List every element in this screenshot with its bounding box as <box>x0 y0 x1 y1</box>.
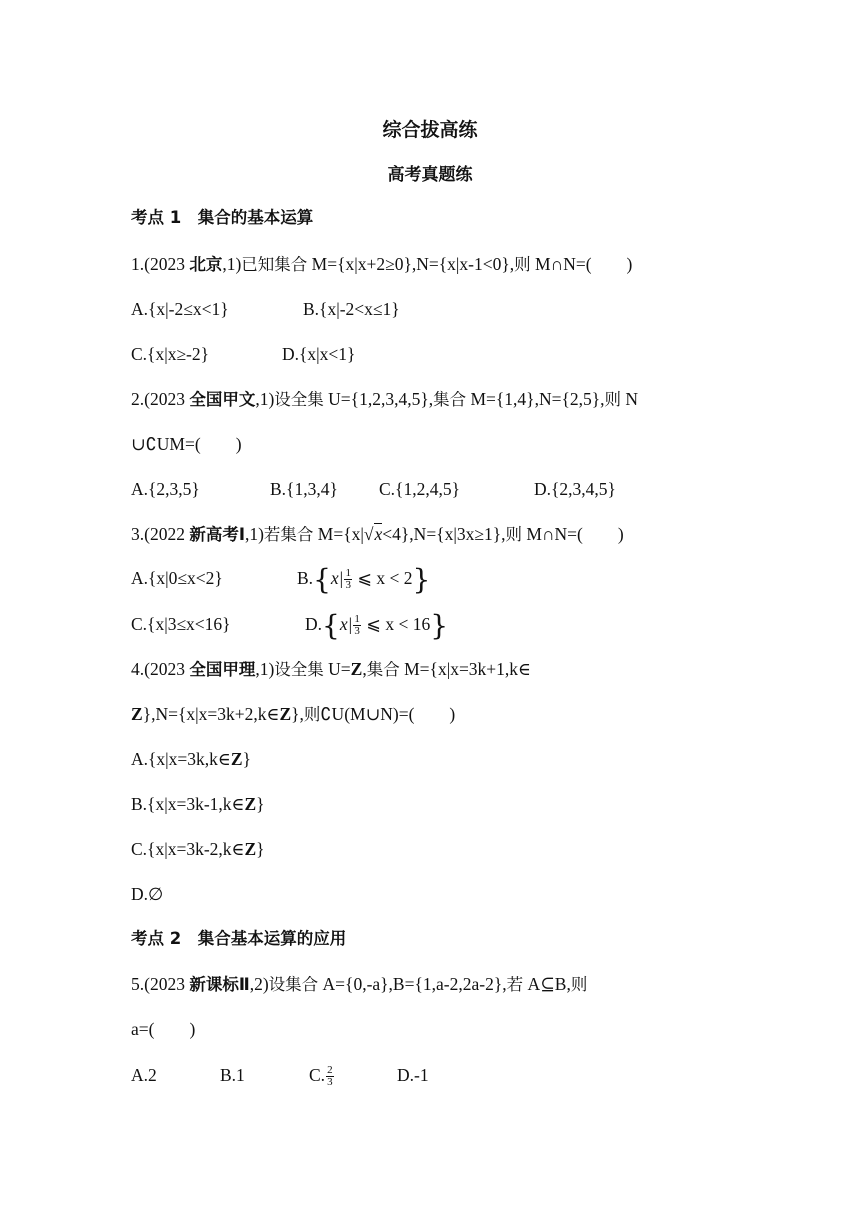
q2-body2: M={1,4},N={2,5}, <box>466 389 605 409</box>
q5-tail: ,2) <box>249 974 269 994</box>
page-title: 综合拔高练 <box>382 119 478 141</box>
q5-number: 5.(2023 <box>131 974 190 994</box>
q3-text-cn: 若集合 <box>263 525 314 544</box>
question-1 <box>131 252 632 277</box>
q2-option-c: C.{1,2,4,5} <box>379 479 460 499</box>
q2-option-b: B.{1,3,4} <box>270 479 338 499</box>
q1-end: M∩N=( ) <box>530 254 633 274</box>
question-5 <box>131 972 587 997</box>
fraction-numerator: 1 <box>354 613 360 626</box>
fraction <box>353 614 361 637</box>
q3-option-a: A.{x|0≤x<2} <box>131 568 223 588</box>
right-brace: } <box>412 562 431 596</box>
q4-end: M={x|x=3k+1,k∈ <box>399 659 532 679</box>
q4-text-cn: 设全集 <box>274 660 324 679</box>
question-3 <box>131 522 624 547</box>
q5-text-cn: 设集合 <box>268 975 319 994</box>
sqrt-sign: √ <box>363 524 374 544</box>
q1-option-a: A.{x|-2≤x<1} <box>131 299 229 319</box>
q3-body-b: <4},N={x|3x≥1}, <box>382 524 506 544</box>
q5-text-cn3: 则 <box>570 975 588 994</box>
fraction-numerator: 1 <box>345 567 351 580</box>
q4-option-a-text: A.{x|x=3k,k∈ <box>131 749 231 769</box>
fraction <box>326 1065 334 1088</box>
q3-option-b-x: x| <box>330 568 344 588</box>
q5-body: A={0,-a},B={1,a-2,2a-2}, <box>318 974 507 994</box>
q4-option-b-end: } <box>256 794 265 814</box>
q4-option-b <box>131 792 265 816</box>
q5-end: A⊆B, <box>523 974 571 994</box>
q3-option-b-prefix: B. <box>297 568 314 588</box>
q4-line2: },N={x|x=3k+2,k∈ <box>142 704 280 724</box>
q4-option-c <box>131 837 265 861</box>
q1-option-d: D.{x|x<1} <box>282 344 356 364</box>
q3-tail: ,1) <box>244 524 264 544</box>
q1-source: 北京 <box>189 255 223 274</box>
q3-text-cn2: 则 <box>505 525 522 544</box>
q3-option-b <box>297 562 431 596</box>
question-4 <box>131 657 531 682</box>
fraction <box>344 568 352 591</box>
q5-option-c-prefix: C. <box>309 1065 326 1085</box>
q2-text-cn2: 集合 <box>433 390 467 409</box>
q2-tail: ,1) <box>255 389 275 409</box>
q4-option-b-z: Z <box>244 794 257 814</box>
q1-option-c: C.{x|x≥-2} <box>131 344 210 364</box>
q3-option-d-rest: ⩽ x < 16 <box>361 614 431 634</box>
q4-option-c-end: } <box>256 839 265 859</box>
question-2 <box>131 387 638 412</box>
q4-body: U= <box>323 659 351 679</box>
q2-end: N <box>621 389 639 409</box>
q4-line2-z: Z <box>131 704 143 724</box>
q1-tail: ,1) <box>222 254 242 274</box>
q1-body: M={x|x+2≥0},N={x|x-1<0}, <box>307 254 515 274</box>
fraction-numerator: 2 <box>327 1064 333 1077</box>
q5-text-cn2: 若 <box>506 975 524 994</box>
fraction-denominator: 3 <box>345 579 351 592</box>
q4-line2-z2: Z <box>279 704 292 724</box>
q5-option-c <box>309 1063 335 1088</box>
q3-option-d-prefix: D. <box>305 614 323 634</box>
q2-text-cn3: 则 <box>604 390 622 409</box>
q4-text-cn2: 集合 <box>366 660 400 679</box>
fraction-denominator: 3 <box>327 1076 333 1089</box>
q4-tail: ,1) <box>255 659 275 679</box>
question-4-line2 <box>131 702 455 727</box>
q4-line2-cn: 则 <box>303 705 321 724</box>
q3-option-d-x: x| <box>339 614 353 634</box>
q4-option-a-end: } <box>242 749 251 769</box>
q4-option-b-text: B.{x|x=3k-1,k∈ <box>131 794 245 814</box>
left-brace: { <box>313 562 331 596</box>
section-heading-1: 考点 1 集合的基本运算 <box>131 208 314 227</box>
question-5-line2: a=( ) <box>131 1019 196 1039</box>
q4-option-d: D.∅ <box>131 884 164 904</box>
q4-z: Z <box>350 659 363 679</box>
q2-number: 2.(2023 <box>131 389 190 409</box>
right-brace: } <box>430 608 449 642</box>
question-2-line2: ∪∁UM=( ) <box>131 434 242 454</box>
q3-option-d <box>305 608 449 642</box>
fraction-denominator: 3 <box>354 625 360 638</box>
q2-source: 全国甲文 <box>189 390 256 409</box>
q4-line2-end: ∁U(M∪N)=( ) <box>320 704 456 724</box>
q4-option-a-z: Z <box>230 749 243 769</box>
q5-option-d: D.-1 <box>397 1065 429 1085</box>
section-heading-2: 考点 2 集合基本运算的应用 <box>131 929 347 948</box>
q1-option-b: B.{x|-2<x≤1} <box>303 299 400 319</box>
q2-option-a: A.{2,3,5} <box>131 479 200 499</box>
q2-body: U={1,2,3,4,5}, <box>323 389 434 409</box>
q3-option-c: C.{x|3≤x<16} <box>131 614 231 634</box>
q4-line2-b: }, <box>291 704 304 724</box>
q4-option-a <box>131 747 251 771</box>
sqrt-radicand: x <box>374 524 383 544</box>
q1-text-cn: 已知集合 <box>241 255 308 274</box>
q1-number: 1.(2023 <box>131 254 190 274</box>
q3-number: 3.(2022 <box>131 524 190 544</box>
q5-option-a: A.2 <box>131 1065 157 1085</box>
q3-option-b-rest: ⩽ x < 2 <box>352 568 413 588</box>
q5-option-b: B.1 <box>220 1065 245 1085</box>
q4-body2: , <box>362 659 367 679</box>
q4-option-c-text: C.{x|x=3k-2,k∈ <box>131 839 245 859</box>
q3-source: 新高考Ⅰ <box>189 525 245 544</box>
left-brace: { <box>322 608 340 642</box>
q3-end: M∩N=( ) <box>521 524 624 544</box>
q4-source: 全国甲理 <box>189 660 256 679</box>
page-subtitle: 高考真题练 <box>387 165 473 185</box>
q4-number: 4.(2023 <box>131 659 190 679</box>
q5-source: 新课标Ⅱ <box>189 975 250 994</box>
q4-option-c-z: Z <box>244 839 257 859</box>
q1-text-cn2: 则 <box>514 255 531 274</box>
q2-option-d: D.{2,3,4,5} <box>534 479 616 499</box>
q2-text-cn: 设全集 <box>274 390 324 409</box>
q3-body-a: M={x| <box>313 524 364 544</box>
